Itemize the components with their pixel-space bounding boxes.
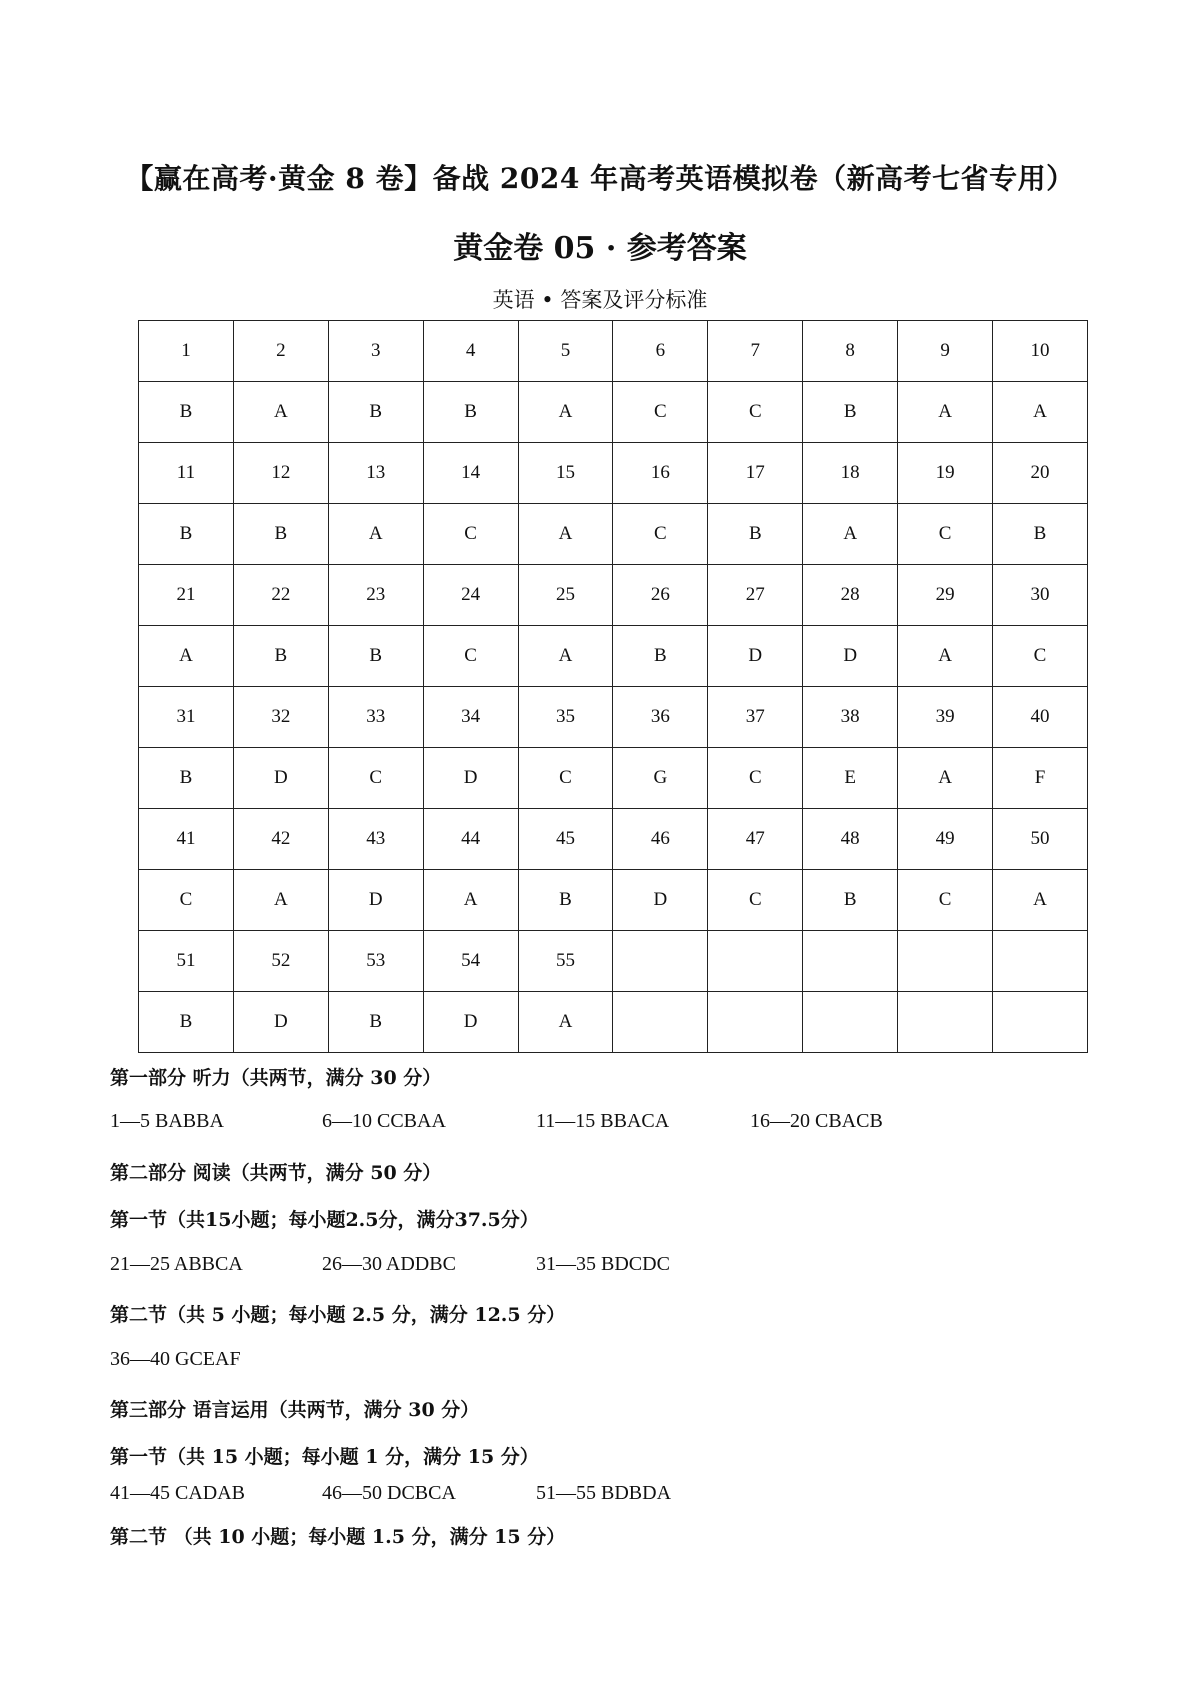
question-number-cell: 26 [613, 565, 708, 626]
question-number-cell: 8 [803, 321, 898, 382]
answer-cell: B [708, 504, 803, 565]
question-number-cell: 19 [898, 443, 993, 504]
question-number-cell: 13 [328, 443, 423, 504]
question-number-cell: 17 [708, 443, 803, 504]
question-number-cell [708, 931, 803, 992]
question-number-cell: 21 [139, 565, 234, 626]
question-number-cell: 5 [518, 321, 613, 382]
answer-cell: C [423, 626, 518, 687]
answer-cell: B [328, 992, 423, 1053]
answer-cell: B [139, 504, 234, 565]
question-number-row [139, 687, 1088, 748]
answer-cell: G [613, 748, 708, 809]
part1-answer-group: 16—20 CBACB [750, 1110, 883, 1132]
answer-row [139, 504, 1088, 565]
part2-heading: 第二部分 阅读（共两节，满分 50 分） [110, 1162, 442, 1184]
question-number-cell: 35 [518, 687, 613, 748]
answer-cell: C [898, 870, 993, 931]
answer-cell: B [139, 748, 234, 809]
question-number-cell: 30 [993, 565, 1088, 626]
question-number-cell: 33 [328, 687, 423, 748]
part2-section1-answer-group: 31—35 BDCDC [536, 1253, 670, 1275]
answer-cell: A [518, 382, 613, 443]
table-caption: 英语 • 答案及评分标准 [492, 288, 708, 312]
question-number-cell: 32 [233, 687, 328, 748]
question-number-cell: 4 [423, 321, 518, 382]
answer-cell: C [898, 504, 993, 565]
answer-cell: C [708, 748, 803, 809]
question-number-cell: 42 [233, 809, 328, 870]
question-number-cell: 29 [898, 565, 993, 626]
answer-cell [898, 992, 993, 1053]
question-number-cell: 55 [518, 931, 613, 992]
question-number-cell: 3 [328, 321, 423, 382]
answer-row [139, 748, 1088, 809]
question-number-row [139, 565, 1088, 626]
answer-cell: C [613, 382, 708, 443]
question-number-cell: 40 [993, 687, 1088, 748]
answer-cell: B [233, 626, 328, 687]
part3-section1-answer-group: 51—55 BDBDA [536, 1482, 672, 1504]
part2-section1-answer-group: 26—30 ADDBC [322, 1253, 456, 1275]
answer-cell: B [993, 504, 1088, 565]
question-number-cell: 18 [803, 443, 898, 504]
answer-cell: E [803, 748, 898, 809]
question-number-cell [803, 931, 898, 992]
answer-cell [613, 992, 708, 1053]
answer-table [138, 320, 1088, 1053]
question-number-cell: 38 [803, 687, 898, 748]
question-number-cell: 14 [423, 443, 518, 504]
answer-cell: C [328, 748, 423, 809]
part1-answer-group: 11—15 BBACA [536, 1110, 670, 1132]
answer-cell: D [233, 992, 328, 1053]
question-number-cell: 6 [613, 321, 708, 382]
answer-cell: D [233, 748, 328, 809]
question-number-cell: 47 [708, 809, 803, 870]
answer-cell: D [803, 626, 898, 687]
answer-cell: F [993, 748, 1088, 809]
part2-section2-answer-group: 36—40 GCEAF [110, 1348, 241, 1370]
document-subtitle: 黄金卷 05 · 参考答案 [453, 231, 747, 266]
answer-cell: B [328, 626, 423, 687]
question-number-cell: 1 [139, 321, 234, 382]
answer-cell: C [423, 504, 518, 565]
part1-answer-group: 1—5 BABBA [110, 1110, 224, 1132]
question-number-cell: 27 [708, 565, 803, 626]
question-number-cell: 2 [233, 321, 328, 382]
part3-heading: 第三部分 语言运用（共两节，满分 30 分） [110, 1399, 480, 1421]
answer-cell: A [898, 626, 993, 687]
question-number-cell [993, 931, 1088, 992]
answer-cell [993, 992, 1088, 1053]
question-number-cell: 24 [423, 565, 518, 626]
answer-cell: C [613, 504, 708, 565]
question-number-cell: 50 [993, 809, 1088, 870]
question-number-cell: 25 [518, 565, 613, 626]
question-number-cell: 46 [613, 809, 708, 870]
question-number-cell [613, 931, 708, 992]
answer-cell: A [898, 748, 993, 809]
answer-cell: B [803, 382, 898, 443]
question-number-cell: 15 [518, 443, 613, 504]
question-number-cell: 49 [898, 809, 993, 870]
answer-cell: A [518, 992, 613, 1053]
answer-cell: D [423, 748, 518, 809]
part1-heading: 第一部分 听力（共两节，满分 30 分） [110, 1067, 442, 1089]
question-number-cell: 28 [803, 565, 898, 626]
answer-cell: B [233, 504, 328, 565]
question-number-cell: 31 [139, 687, 234, 748]
answer-cell: D [328, 870, 423, 931]
question-number-cell: 45 [518, 809, 613, 870]
part3-section2-heading: 第二节 （共 10 小题；每小题 1.5 分，满分 15 分） [110, 1526, 566, 1548]
answer-row [139, 992, 1088, 1053]
answer-cell: A [233, 870, 328, 931]
answer-cell: D [423, 992, 518, 1053]
answer-cell: A [423, 870, 518, 931]
answer-cell: B [803, 870, 898, 931]
answer-cell: B [328, 382, 423, 443]
answer-cell: B [518, 870, 613, 931]
part3-section1-answer-group: 41—45 CADAB [110, 1482, 246, 1504]
part3-section1-heading: 第一节（共 15 小题；每小题 1 分，满分 15 分） [110, 1446, 539, 1468]
question-number-cell: 37 [708, 687, 803, 748]
question-number-cell: 51 [139, 931, 234, 992]
answer-cell: C [708, 870, 803, 931]
question-number-cell: 34 [423, 687, 518, 748]
answer-cell: C [518, 748, 613, 809]
question-number-cell: 54 [423, 931, 518, 992]
answer-cell [708, 992, 803, 1053]
answer-cell: B [613, 626, 708, 687]
question-number-cell: 44 [423, 809, 518, 870]
question-number-row [139, 443, 1088, 504]
answer-cell: C [139, 870, 234, 931]
question-number-cell: 7 [708, 321, 803, 382]
question-number-cell: 39 [898, 687, 993, 748]
question-number-cell: 48 [803, 809, 898, 870]
part2-section2-heading: 第二节（共 5 小题；每小题 2.5 分，满分 12.5 分） [110, 1304, 566, 1326]
question-number-cell: 22 [233, 565, 328, 626]
answer-cell: C [993, 626, 1088, 687]
answer-cell [803, 992, 898, 1053]
answer-cell: A [233, 382, 328, 443]
answer-cell: A [518, 504, 613, 565]
question-number-cell: 16 [613, 443, 708, 504]
question-number-cell: 20 [993, 443, 1088, 504]
answer-cell: B [423, 382, 518, 443]
answer-cell: A [993, 870, 1088, 931]
question-number-cell: 10 [993, 321, 1088, 382]
question-number-cell: 9 [898, 321, 993, 382]
question-number-cell: 41 [139, 809, 234, 870]
question-number-row [139, 809, 1088, 870]
question-number-cell [898, 931, 993, 992]
answer-cell: A [328, 504, 423, 565]
answer-row [139, 626, 1088, 687]
document-title: 【赢在高考·黄金 8 卷】备战 2024 年高考英语模拟卷（新高考七省专用） [125, 162, 1075, 195]
answer-cell: D [613, 870, 708, 931]
question-number-cell: 43 [328, 809, 423, 870]
answer-cell: A [518, 626, 613, 687]
answer-cell: D [708, 626, 803, 687]
part2-section1-answer-group: 21—25 ABBCA [110, 1253, 243, 1275]
question-number-row [139, 931, 1088, 992]
question-number-cell: 53 [328, 931, 423, 992]
answer-cell: A [993, 382, 1088, 443]
answer-cell: B [139, 992, 234, 1053]
question-number-cell: 23 [328, 565, 423, 626]
answer-cell: C [708, 382, 803, 443]
answer-row [139, 870, 1088, 931]
answer-cell: A [139, 626, 234, 687]
question-number-cell: 52 [233, 931, 328, 992]
question-number-row [139, 321, 1088, 382]
part2-section1-heading: 第一节（共15小题；每小题2.5分，满分37.5分） [110, 1209, 539, 1231]
answer-cell: A [803, 504, 898, 565]
part1-answer-group: 6—10 CCBAA [322, 1110, 446, 1132]
answer-cell: B [139, 382, 234, 443]
question-number-cell: 12 [233, 443, 328, 504]
part3-section1-answer-group: 46—50 DCBCA [322, 1482, 456, 1504]
question-number-cell: 11 [139, 443, 234, 504]
question-number-cell: 36 [613, 687, 708, 748]
answer-row [139, 382, 1088, 443]
answer-cell: A [898, 382, 993, 443]
